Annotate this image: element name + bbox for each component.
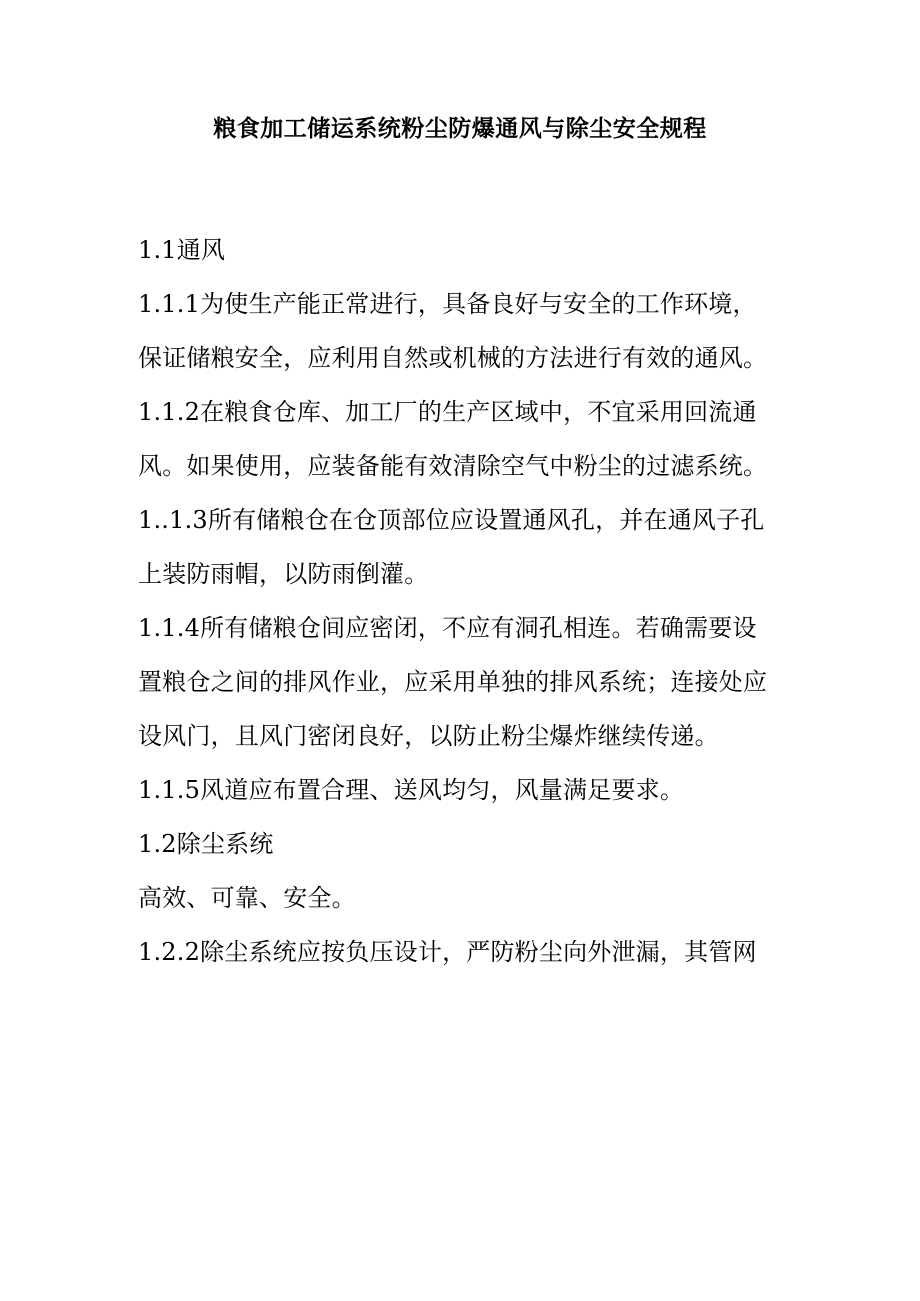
paragraph-line: 置粮仓之间的排风作业，应采用单独的排风系统；连接处应 <box>138 668 768 696</box>
section-heading-1-2: 1.2除尘系统 <box>138 830 274 858</box>
document-body <box>138 228 788 984</box>
paragraph-line: 1.1.2在粮食仓库、加工厂的生产区域中，不宜采用回流通 <box>138 398 757 426</box>
paragraph-line: 设风门，且风门密闭良好，以防止粉尘爆炸继续传递。 <box>138 722 719 750</box>
paragraph-line: 1.1.4所有储粮仓间应密闭，不应有洞孔相连。若确需要设 <box>138 614 757 642</box>
paragraph-line: 1.2.2除尘系统应按负压设计，严防粉尘向外泄漏，其管网 <box>138 938 757 966</box>
paragraph-line: 高效、可靠、安全。 <box>138 884 356 912</box>
paragraph-line: 上装防雨帽，以防雨倒灌。 <box>138 560 429 588</box>
paragraph-line: 1.1.1为使生产能正常进行，具备良好与安全的工作环境， <box>138 290 757 318</box>
document-title: 粮食加工储运系统粉尘防爆通风与除尘安全规程 <box>213 116 707 142</box>
paragraph-line: 保证储粮安全，应利用自然或机械的方法进行有效的通风。 <box>138 344 768 372</box>
paragraph-line: 1..1.3所有储粮仓在仓顶部位应设置通风孔，并在通风子孔 <box>138 506 765 534</box>
paragraph-line: 风。如果使用，应装备能有效清除空气中粉尘的过滤系统。 <box>138 452 768 480</box>
paragraph-line: 1.1.5风道应布置合理、送风均匀，风量满足要求。 <box>138 776 685 804</box>
section-heading-1-1: 1.1通风 <box>138 236 226 264</box>
